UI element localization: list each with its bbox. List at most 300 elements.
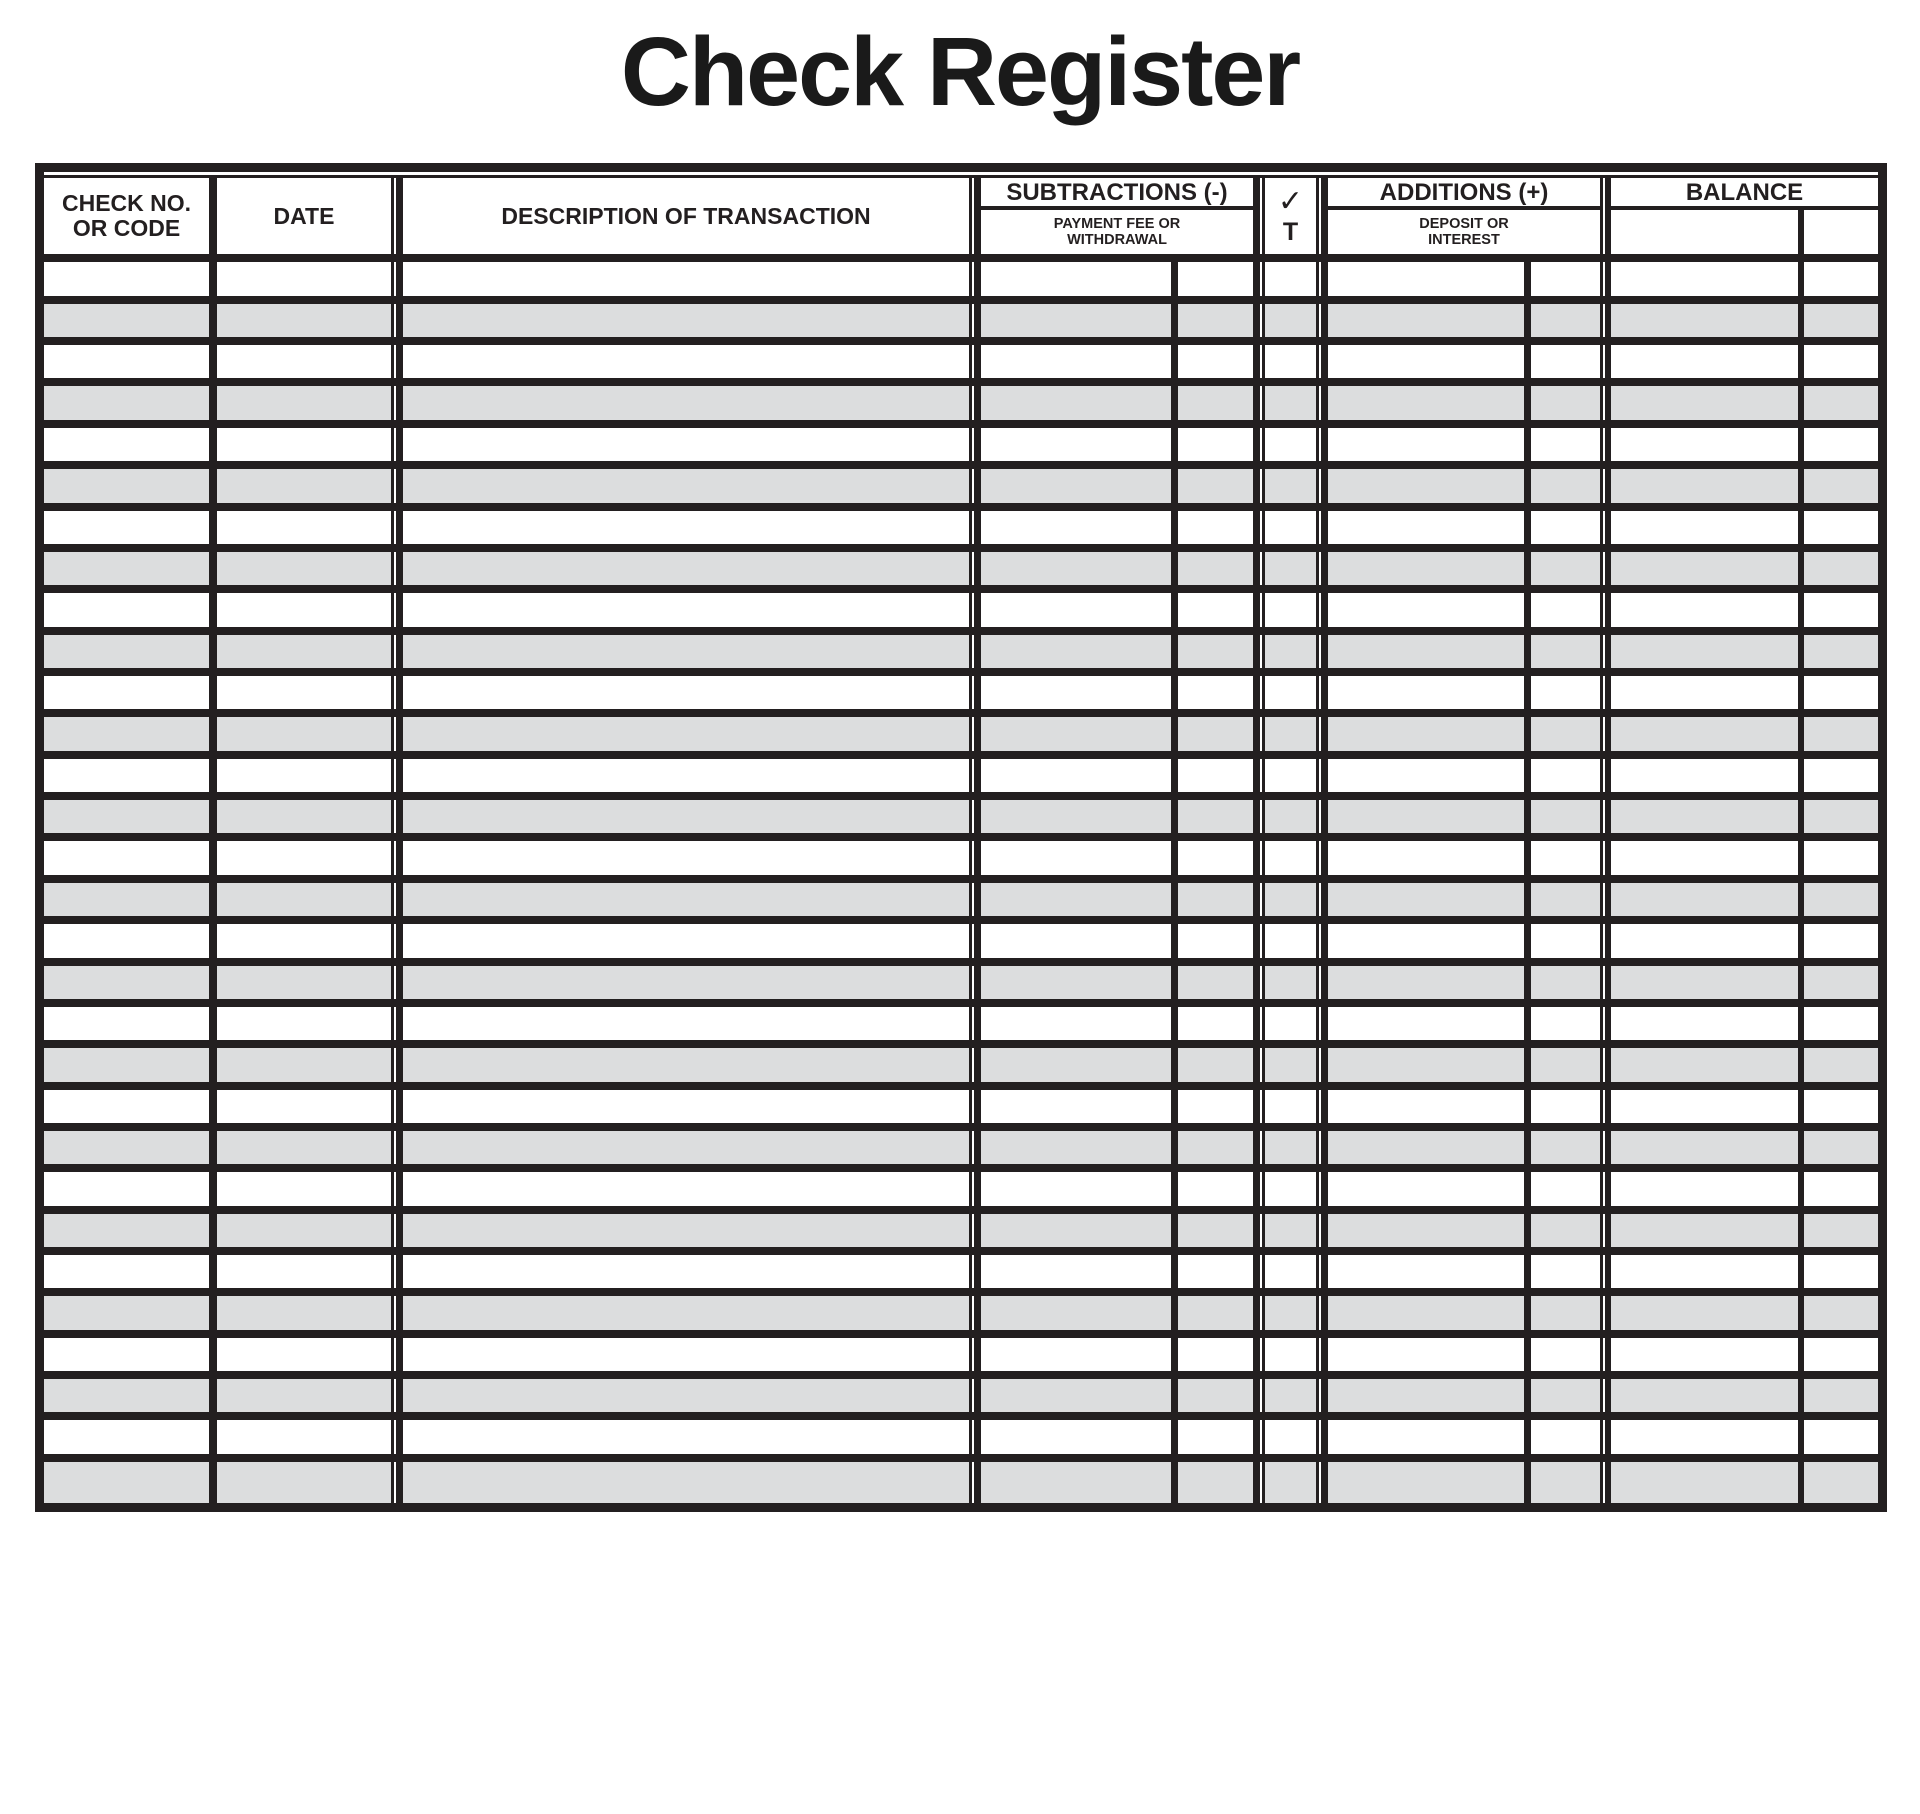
- cell-payment-amount: [981, 635, 1171, 668]
- column-divider: [1171, 717, 1178, 750]
- cell-deposit-amount: [1328, 841, 1524, 874]
- column-divider: [1253, 1255, 1265, 1288]
- column-divider: [391, 1007, 403, 1040]
- cell-balance-amount: [1611, 841, 1798, 874]
- cell-deposit-amount: [1328, 1214, 1524, 1247]
- cell-description: [403, 386, 969, 419]
- col-header-check-no-line2: OR CODE: [72, 215, 181, 242]
- cell-payment-amount: [981, 1090, 1171, 1123]
- column-divider: [969, 1090, 981, 1123]
- cell-cleared: [1265, 635, 1316, 668]
- column-divider: [209, 469, 217, 502]
- column-divider: [1316, 676, 1328, 709]
- column-divider: [391, 262, 403, 295]
- cell-deposit-cents: [1531, 469, 1600, 502]
- column-divider: [1316, 1420, 1328, 1453]
- cell-payment-cents: [1178, 1131, 1253, 1164]
- cell-cleared: [1265, 1338, 1316, 1371]
- column-divider: [1600, 1420, 1611, 1453]
- cell-check-no: [44, 717, 209, 750]
- column-divider: [1600, 1214, 1611, 1247]
- column-divider: [391, 800, 403, 833]
- column-divider: [1600, 304, 1611, 337]
- cell-check-no: [44, 635, 209, 668]
- cell-deposit-cents: [1531, 1255, 1600, 1288]
- cell-payment-cents: [1178, 552, 1253, 585]
- cell-payment-amount: [981, 1255, 1171, 1288]
- cell-deposit-amount: [1328, 1420, 1524, 1453]
- column-divider: [1171, 1090, 1178, 1123]
- table-row: [44, 883, 1878, 924]
- cell-date: [217, 1214, 391, 1247]
- column-divider: [969, 1007, 981, 1040]
- cell-description: [403, 1462, 969, 1503]
- cell-payment-cents: [1178, 262, 1253, 295]
- column-divider: [209, 1255, 217, 1288]
- column-divider: [209, 428, 217, 461]
- cell-description: [403, 1172, 969, 1205]
- column-divider: [969, 924, 981, 957]
- column-divider: [1171, 1007, 1178, 1040]
- cell-description: [403, 1214, 969, 1247]
- column-divider: [209, 924, 217, 957]
- column-divider: [391, 1214, 403, 1247]
- cell-check-no: [44, 883, 209, 916]
- table-row: [44, 1090, 1878, 1131]
- balance-subcell-amount: [1611, 210, 1798, 254]
- column-divider: [391, 304, 403, 337]
- cell-payment-cents: [1178, 759, 1253, 792]
- column-divider: [1524, 262, 1531, 295]
- column-divider: [1600, 841, 1611, 874]
- cell-check-no: [44, 800, 209, 833]
- cell-payment-cents: [1178, 1214, 1253, 1247]
- column-divider: [1171, 386, 1178, 419]
- cell-description: [403, 1007, 969, 1040]
- cell-deposit-cents: [1531, 1379, 1600, 1412]
- balance-subheader: [1611, 210, 1878, 254]
- column-divider: [391, 924, 403, 957]
- cell-payment-amount: [981, 593, 1171, 626]
- column-divider: [969, 883, 981, 916]
- page-title: Check Register: [620, 17, 1300, 126]
- cell-cleared: [1265, 800, 1316, 833]
- table-row: [44, 262, 1878, 303]
- cell-deposit-amount: [1328, 304, 1524, 337]
- cell-deposit-cents: [1531, 717, 1600, 750]
- column-divider: [1316, 262, 1328, 295]
- column-divider: [1171, 841, 1178, 874]
- column-divider: [1171, 428, 1178, 461]
- column-divider: [209, 552, 217, 585]
- column-divider: [1316, 345, 1328, 378]
- cell-date: [217, 345, 391, 378]
- column-divider: [969, 428, 981, 461]
- cell-description: [403, 428, 969, 461]
- col-header-subtractions: [981, 178, 1253, 254]
- column-divider: [1253, 1462, 1265, 1503]
- column-divider: [969, 178, 981, 254]
- column-divider: [1316, 552, 1328, 585]
- column-divider: [391, 759, 403, 792]
- cell-payment-cents: [1178, 717, 1253, 750]
- cell-balance-cents: [1804, 511, 1878, 544]
- cell-payment-cents: [1178, 883, 1253, 916]
- column-divider: [969, 1255, 981, 1288]
- cell-payment-cents: [1178, 1420, 1253, 1453]
- column-divider: [1316, 386, 1328, 419]
- column-divider: [209, 759, 217, 792]
- column-divider: [1524, 1255, 1531, 1288]
- cell-cleared: [1265, 717, 1316, 750]
- column-divider: [1524, 883, 1531, 916]
- cell-deposit-amount: [1328, 1462, 1524, 1503]
- table-row: [44, 924, 1878, 965]
- additions-title: ADDITIONS (+): [1328, 178, 1600, 210]
- cell-deposit-amount: [1328, 717, 1524, 750]
- column-divider: [1316, 924, 1328, 957]
- column-divider: [391, 966, 403, 999]
- cell-deposit-amount: [1328, 1379, 1524, 1412]
- cell-balance-cents: [1804, 1214, 1878, 1247]
- cell-balance-amount: [1611, 635, 1798, 668]
- cell-payment-cents: [1178, 1172, 1253, 1205]
- cell-balance-cents: [1804, 345, 1878, 378]
- table-row: [44, 304, 1878, 345]
- column-divider: [1524, 717, 1531, 750]
- table-row: [44, 800, 1878, 841]
- column-divider: [1316, 883, 1328, 916]
- cell-deposit-amount: [1328, 883, 1524, 916]
- column-divider: [969, 1420, 981, 1453]
- table-row: [44, 345, 1878, 386]
- column-divider: [969, 1214, 981, 1247]
- column-divider: [1316, 1462, 1328, 1503]
- table-row: [44, 552, 1878, 593]
- column-divider: [1171, 552, 1178, 585]
- cell-deposit-cents: [1531, 1296, 1600, 1329]
- cell-deposit-cents: [1531, 841, 1600, 874]
- column-divider: [1524, 593, 1531, 626]
- column-divider: [1600, 759, 1611, 792]
- table-row: [44, 1214, 1878, 1255]
- column-divider: [1600, 883, 1611, 916]
- cell-balance-cents: [1804, 1255, 1878, 1288]
- table-row: [44, 511, 1878, 552]
- table-row: [44, 1007, 1878, 1048]
- cell-cleared: [1265, 1255, 1316, 1288]
- cell-balance-amount: [1611, 966, 1798, 999]
- cell-balance-amount: [1611, 924, 1798, 957]
- cell-deposit-cents: [1531, 345, 1600, 378]
- cell-cleared: [1265, 924, 1316, 957]
- column-divider: [1524, 1172, 1531, 1205]
- cell-payment-amount: [981, 1131, 1171, 1164]
- column-divider: [1600, 178, 1611, 254]
- column-divider: [209, 511, 217, 544]
- cell-balance-amount: [1611, 469, 1798, 502]
- column-divider: [209, 1214, 217, 1247]
- cell-balance-amount: [1611, 883, 1798, 916]
- table-row: [44, 428, 1878, 469]
- cell-date: [217, 386, 391, 419]
- column-divider: [1600, 676, 1611, 709]
- cell-cleared: [1265, 1007, 1316, 1040]
- cell-cleared: [1265, 841, 1316, 874]
- cell-payment-amount: [981, 883, 1171, 916]
- cell-payment-cents: [1178, 635, 1253, 668]
- column-divider: [1524, 345, 1531, 378]
- column-divider: [969, 1296, 981, 1329]
- col-header-cleared: [1265, 178, 1316, 254]
- column-divider: [1316, 1048, 1328, 1081]
- cell-deposit-amount: [1328, 1255, 1524, 1288]
- column-divider: [209, 304, 217, 337]
- cell-date: [217, 593, 391, 626]
- cell-balance-cents: [1804, 676, 1878, 709]
- cell-date: [217, 1131, 391, 1164]
- column-divider: [1171, 676, 1178, 709]
- cell-payment-cents: [1178, 676, 1253, 709]
- column-divider: [969, 1172, 981, 1205]
- table-row: [44, 841, 1878, 882]
- column-divider: [209, 1296, 217, 1329]
- table-row: [44, 676, 1878, 717]
- column-divider: [1253, 469, 1265, 502]
- cell-check-no: [44, 1007, 209, 1040]
- cell-balance-amount: [1611, 1296, 1798, 1329]
- cell-balance-cents: [1804, 800, 1878, 833]
- column-divider: [209, 1462, 217, 1503]
- cell-description: [403, 262, 969, 295]
- cell-balance-amount: [1611, 1090, 1798, 1123]
- column-divider: [1171, 1338, 1178, 1371]
- column-divider: [1171, 800, 1178, 833]
- cell-deposit-amount: [1328, 1296, 1524, 1329]
- table-row: [44, 386, 1878, 427]
- column-divider: [969, 552, 981, 585]
- column-divider: [1600, 924, 1611, 957]
- cell-deposit-cents: [1531, 1007, 1600, 1040]
- check-register-table: [35, 163, 1887, 1512]
- column-divider: [391, 1462, 403, 1503]
- column-divider: [1253, 966, 1265, 999]
- cell-balance-cents: [1804, 593, 1878, 626]
- column-divider: [209, 1007, 217, 1040]
- column-divider: [1524, 1462, 1531, 1503]
- cell-payment-amount: [981, 717, 1171, 750]
- column-divider: [391, 552, 403, 585]
- column-divider: [969, 635, 981, 668]
- register-body: [44, 262, 1878, 1503]
- cell-payment-amount: [981, 511, 1171, 544]
- cell-payment-amount: [981, 1048, 1171, 1081]
- column-divider: [1524, 511, 1531, 544]
- cell-balance-amount: [1611, 552, 1798, 585]
- cell-check-no: [44, 966, 209, 999]
- column-divider: [1600, 1131, 1611, 1164]
- cell-deposit-amount: [1328, 966, 1524, 999]
- column-divider: [1524, 1214, 1531, 1247]
- cell-deposit-amount: [1328, 345, 1524, 378]
- column-divider: [391, 1048, 403, 1081]
- column-divider: [391, 1296, 403, 1329]
- cell-payment-cents: [1178, 924, 1253, 957]
- cell-description: [403, 966, 969, 999]
- column-divider: [1253, 635, 1265, 668]
- cell-deposit-cents: [1531, 1338, 1600, 1371]
- cell-payment-cents: [1178, 345, 1253, 378]
- column-divider: [1524, 469, 1531, 502]
- column-divider: [391, 717, 403, 750]
- cell-check-no: [44, 676, 209, 709]
- cell-payment-amount: [981, 800, 1171, 833]
- cell-balance-cents: [1804, 1048, 1878, 1081]
- cell-balance-cents: [1804, 1131, 1878, 1164]
- cell-description: [403, 552, 969, 585]
- cell-payment-amount: [981, 759, 1171, 792]
- column-divider: [209, 883, 217, 916]
- cell-deposit-cents: [1531, 883, 1600, 916]
- column-divider: [1171, 1131, 1178, 1164]
- cell-cleared: [1265, 1131, 1316, 1164]
- cell-balance-cents: [1804, 924, 1878, 957]
- cell-description: [403, 759, 969, 792]
- cell-cleared: [1265, 883, 1316, 916]
- column-divider: [1316, 1379, 1328, 1412]
- column-divider: [209, 1090, 217, 1123]
- column-divider: [1316, 1172, 1328, 1205]
- column-divider: [1316, 966, 1328, 999]
- column-divider: [1253, 924, 1265, 957]
- column-divider: [1171, 345, 1178, 378]
- cell-balance-cents: [1804, 717, 1878, 750]
- column-divider: [1524, 841, 1531, 874]
- cell-payment-cents: [1178, 1007, 1253, 1040]
- column-divider: [1316, 511, 1328, 544]
- column-divider: [1600, 386, 1611, 419]
- column-divider: [1253, 1420, 1265, 1453]
- column-divider: [1600, 345, 1611, 378]
- cell-deposit-cents: [1531, 1172, 1600, 1205]
- cell-deposit-amount: [1328, 1090, 1524, 1123]
- cell-balance-cents: [1804, 304, 1878, 337]
- cell-date: [217, 428, 391, 461]
- cell-date: [217, 717, 391, 750]
- column-divider: [969, 345, 981, 378]
- cell-deposit-cents: [1531, 386, 1600, 419]
- column-divider: [1171, 966, 1178, 999]
- column-divider: [969, 304, 981, 337]
- cell-description: [403, 635, 969, 668]
- column-divider: [1316, 1090, 1328, 1123]
- cell-balance-amount: [1611, 1131, 1798, 1164]
- cell-date: [217, 262, 391, 295]
- cell-payment-cents: [1178, 1379, 1253, 1412]
- cell-balance-amount: [1611, 1338, 1798, 1371]
- cell-balance-cents: [1804, 759, 1878, 792]
- column-divider: [391, 635, 403, 668]
- column-divider: [1600, 1007, 1611, 1040]
- column-divider: [391, 178, 403, 254]
- column-divider: [1600, 717, 1611, 750]
- col-header-date: [217, 178, 391, 254]
- cell-payment-amount: [981, 1296, 1171, 1329]
- cell-balance-amount: [1611, 428, 1798, 461]
- column-divider: [209, 593, 217, 626]
- cell-check-no: [44, 386, 209, 419]
- table-row: [44, 1379, 1878, 1420]
- column-divider: [391, 1172, 403, 1205]
- cell-balance-cents: [1804, 552, 1878, 585]
- column-divider: [1524, 1048, 1531, 1081]
- column-divider: [969, 841, 981, 874]
- cell-deposit-cents: [1531, 552, 1600, 585]
- column-divider: [1524, 1296, 1531, 1329]
- cell-date: [217, 1255, 391, 1288]
- cell-balance-cents: [1804, 428, 1878, 461]
- column-divider: [1253, 759, 1265, 792]
- column-divider: [1600, 1255, 1611, 1288]
- cell-check-no: [44, 593, 209, 626]
- cell-balance-amount: [1611, 1379, 1798, 1412]
- column-divider: [1316, 593, 1328, 626]
- column-divider: [209, 966, 217, 999]
- cell-deposit-amount: [1328, 635, 1524, 668]
- cell-deposit-amount: [1328, 1131, 1524, 1164]
- cell-balance-cents: [1804, 1379, 1878, 1412]
- col-header-balance: [1611, 178, 1878, 254]
- subtractions-subtitle-line1: PAYMENT FEE OR: [1053, 215, 1181, 232]
- column-divider: [1600, 511, 1611, 544]
- balance-title: BALANCE: [1611, 178, 1878, 210]
- table-row: [44, 966, 1878, 1007]
- cell-deposit-cents: [1531, 924, 1600, 957]
- cell-cleared: [1265, 1420, 1316, 1453]
- balance-subcell-cents: [1804, 210, 1878, 254]
- cell-date: [217, 966, 391, 999]
- col-header-date-label: DATE: [273, 202, 335, 229]
- cell-deposit-amount: [1328, 552, 1524, 585]
- table-row: [44, 469, 1878, 510]
- cell-deposit-cents: [1531, 1131, 1600, 1164]
- column-divider: [1524, 428, 1531, 461]
- cell-balance-amount: [1611, 262, 1798, 295]
- column-divider: [391, 428, 403, 461]
- column-divider: [1253, 676, 1265, 709]
- cell-deposit-cents: [1531, 593, 1600, 626]
- cell-payment-amount: [981, 469, 1171, 502]
- cell-check-no: [44, 1131, 209, 1164]
- table-row: [44, 1172, 1878, 1213]
- column-divider: [391, 1420, 403, 1453]
- column-divider: [1600, 966, 1611, 999]
- column-divider: [1524, 966, 1531, 999]
- column-divider: [1253, 1296, 1265, 1329]
- cell-payment-amount: [981, 1462, 1171, 1503]
- column-divider: [969, 469, 981, 502]
- column-divider: [391, 1255, 403, 1288]
- cell-description: [403, 1420, 969, 1453]
- cell-deposit-amount: [1328, 593, 1524, 626]
- cell-deposit-amount: [1328, 1048, 1524, 1081]
- cell-payment-amount: [981, 262, 1171, 295]
- cell-balance-cents: [1804, 1090, 1878, 1123]
- cell-balance-amount: [1611, 304, 1798, 337]
- column-divider: [1253, 1172, 1265, 1205]
- cell-date: [217, 924, 391, 957]
- column-divider: [1600, 428, 1611, 461]
